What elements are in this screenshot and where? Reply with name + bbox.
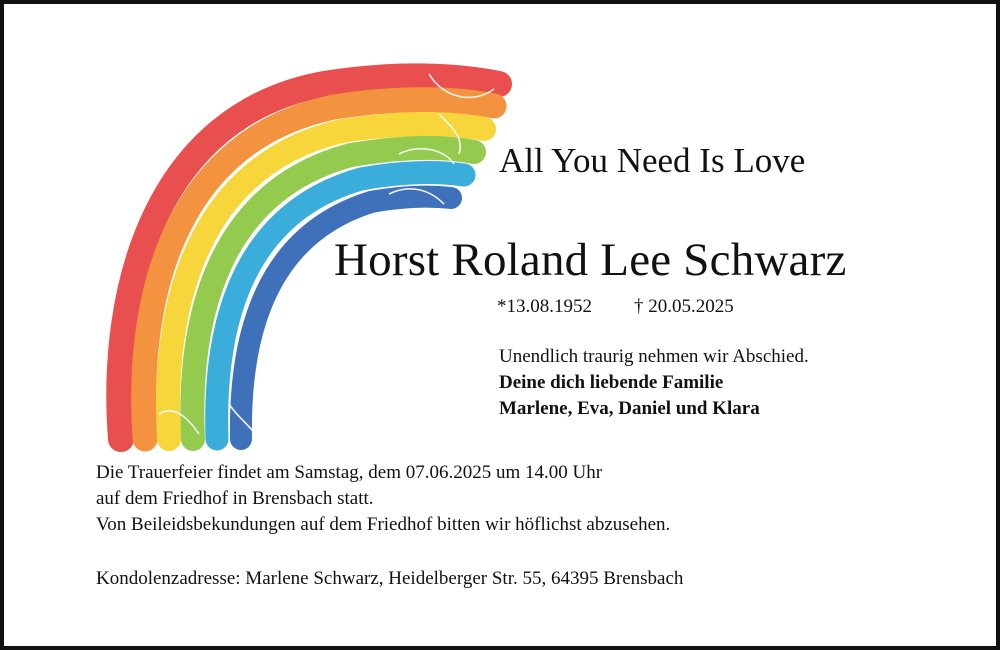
farewell-text: Unendlich traurig nehmen wir Abschied. [499,346,809,367]
deceased-name: Horst Roland Lee Schwarz [334,234,847,286]
motto: All You Need Is Love [499,141,806,180]
family-line: Deine dich liebende Familie [499,372,724,393]
family-block [499,344,809,422]
death-date: † 20.05.2025 [634,296,734,317]
birth-date: *13.08.1952 [497,296,592,317]
service-line-2: auf dem Friedhof in Brensbach statt. [96,488,374,509]
service-info [96,460,670,538]
condolence-address: Kondolenzadresse: Marlene Schwarz, Heidelberger Str. 55, 64395 Brensbach [96,568,684,589]
service-line-3: Von Beileidsbekundungen auf dem Friedhof bitten wir höflichst abzusehen. [96,514,671,535]
service-line-1: Die Trauerfeier findet am Samstag, dem 07.06.2025 um 14.00 Uhr [96,462,603,483]
family-names: Marlene, Eva, Daniel und Klara [499,398,760,419]
